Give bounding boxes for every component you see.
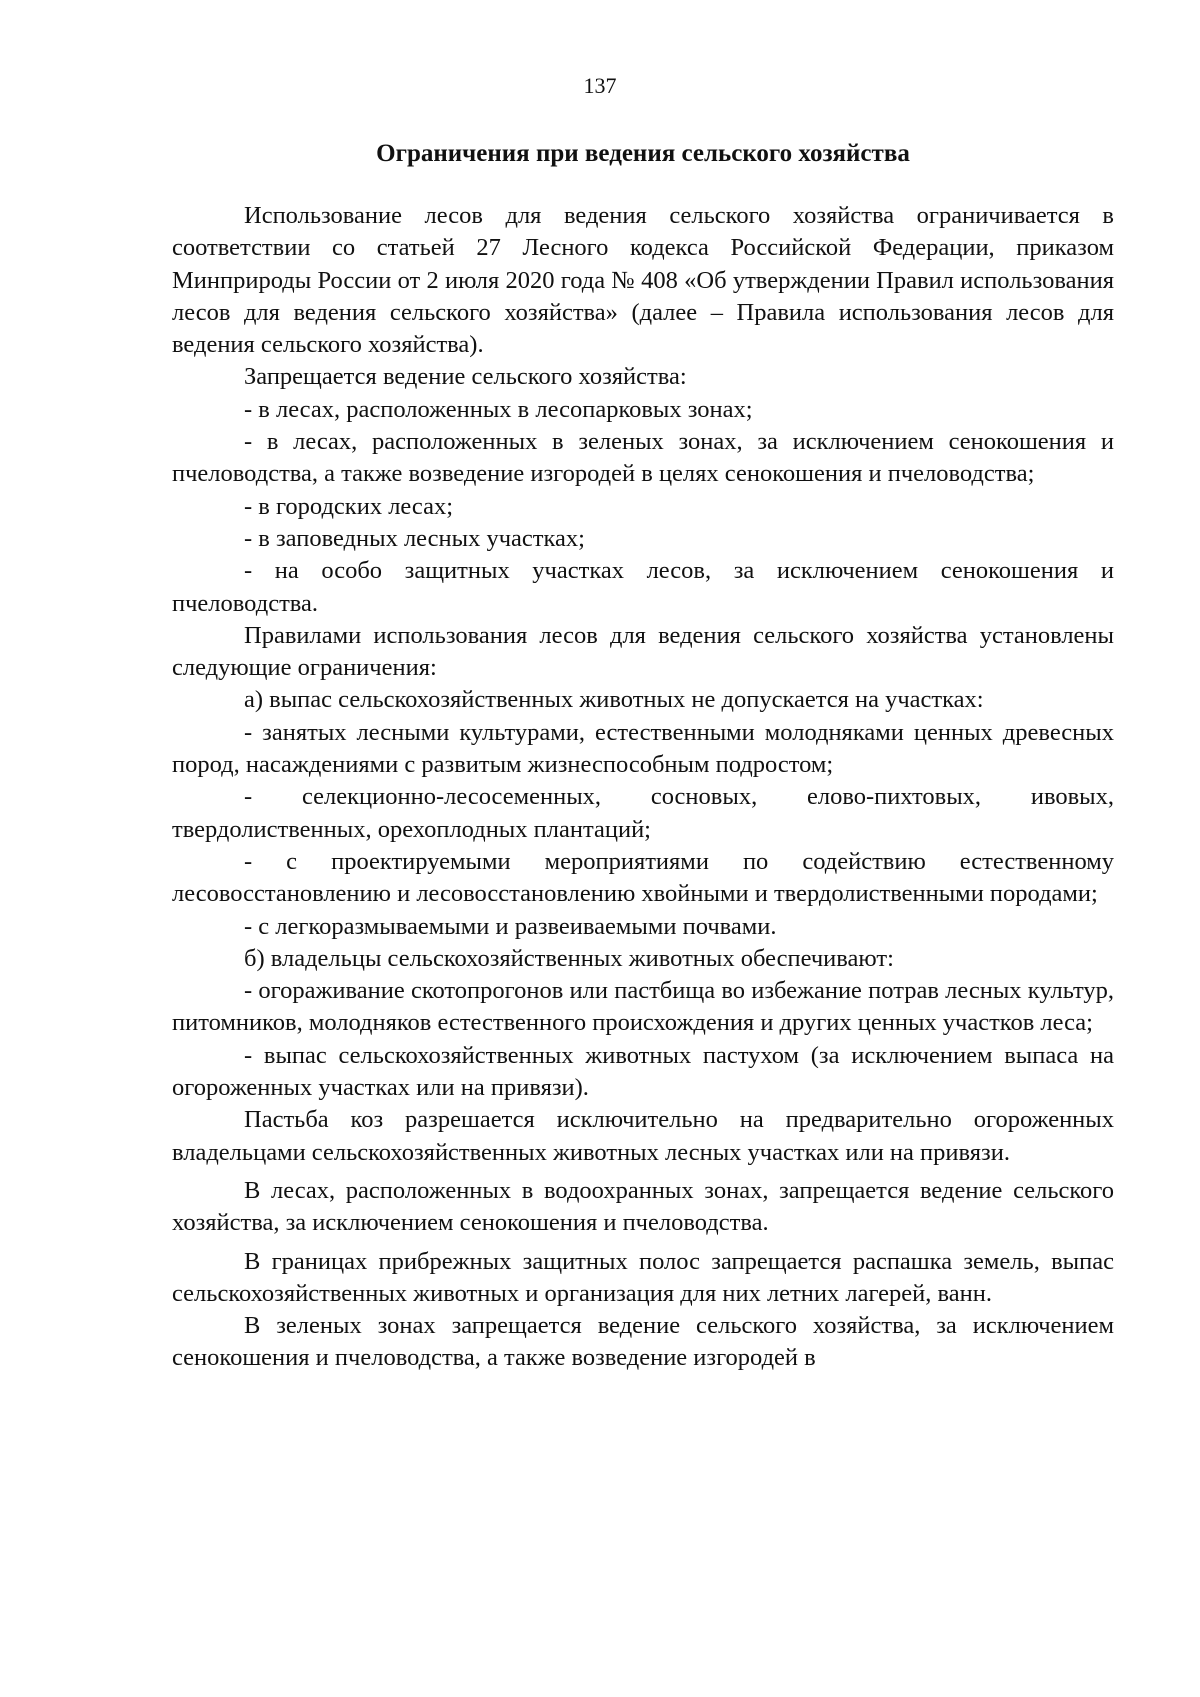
list-item: - огораживание скотопрогонов или пастбища во избежание потрав лесных культур, питомников, молодняков естественного происхождения и других ценных участков леса; xyxy=(172,977,1114,1037)
paragraph: Использование лесов для ведения сельского хозяйства ограничивается в соответствии со статьей 27 Лесного кодекса Российской Федерации, приказом Минприроды России от 2 июля 2020 года № 408 «Об утверждении Правил использования лесов для ведения сельского хозяйства» (далее – Правила использования лесов для ведения сельского хозяйства). xyxy=(172,202,1114,359)
paragraph: б) владельцы сельскохозяйственных животных обеспечивают: xyxy=(244,944,894,972)
list-item: - в лесах, расположенных в лесопарковых зонах; xyxy=(244,395,753,423)
list-item: - на особо защитных участках лесов, за исключением сенокошения и пчеловодства. xyxy=(172,557,1114,617)
paragraph: а) выпас сельскохозяйственных животных не допускается на участках: xyxy=(244,686,984,714)
list-item: - с проектируемыми мероприятиями по содействию естественному лесовосстановлению и лесовосстановлению хвойными и твердолиственными породами; xyxy=(172,847,1114,908)
list-item: - в заповедных лесных участках; xyxy=(244,524,585,552)
document-body xyxy=(172,200,1114,1375)
list-item: - занятых лесными культурами, естественными молодняками ценных древесных пород, насаждениями с развитым жизнеспособным подростом; xyxy=(172,718,1114,779)
list-item: - селекционно-лесосеменных, сосновых, елово-пихтовых, ивовых, твердолиственных, орехоплодных плантаций; xyxy=(172,783,1114,843)
list-item: - в лесах, расположенных в зеленых зонах, за исключением сенокошения и пчеловодства, а также возведение изгородей в целях сенокошения и пчеловодства; xyxy=(172,428,1114,488)
paragraph: Пастьба коз разрешается исключительно на предварительно огороженных владельцами сельскохозяйственных животных лесных участках или на привязи. xyxy=(172,1106,1114,1166)
list-item: - с легкоразмываемыми и развеиваемыми почвами. xyxy=(244,912,777,940)
list-item: - в городских лесах; xyxy=(244,492,454,520)
paragraph: Правилами использования лесов для ведения сельского хозяйства установлены следующие ограничения: xyxy=(172,621,1114,682)
page-number: 137 xyxy=(583,73,617,98)
paragraph: В границах прибрежных защитных полос запрещается распашка земель, выпас сельскохозяйственных животных и организация для них летних лагерей, ванн. xyxy=(172,1247,1114,1307)
section-title: Ограничения при ведения сельского хозяйства xyxy=(376,140,910,167)
paragraph: В лесах, расположенных в водоохранных зонах, запрещается ведение сельского хозяйства, за исключением сенокошения и пчеловодства. xyxy=(172,1176,1114,1237)
paragraph: В зеленых зонах запрещается ведение сельского хозяйства, за исключением сенокошения и пчеловодства, а также возведение изгородей в xyxy=(172,1312,1114,1372)
list-item: - выпас сельскохозяйственных животных пастухом (за исключением выпаса на огороженных участках или на привязи). xyxy=(172,1041,1114,1102)
paragraph: Запрещается ведение сельского хозяйства: xyxy=(244,363,687,391)
